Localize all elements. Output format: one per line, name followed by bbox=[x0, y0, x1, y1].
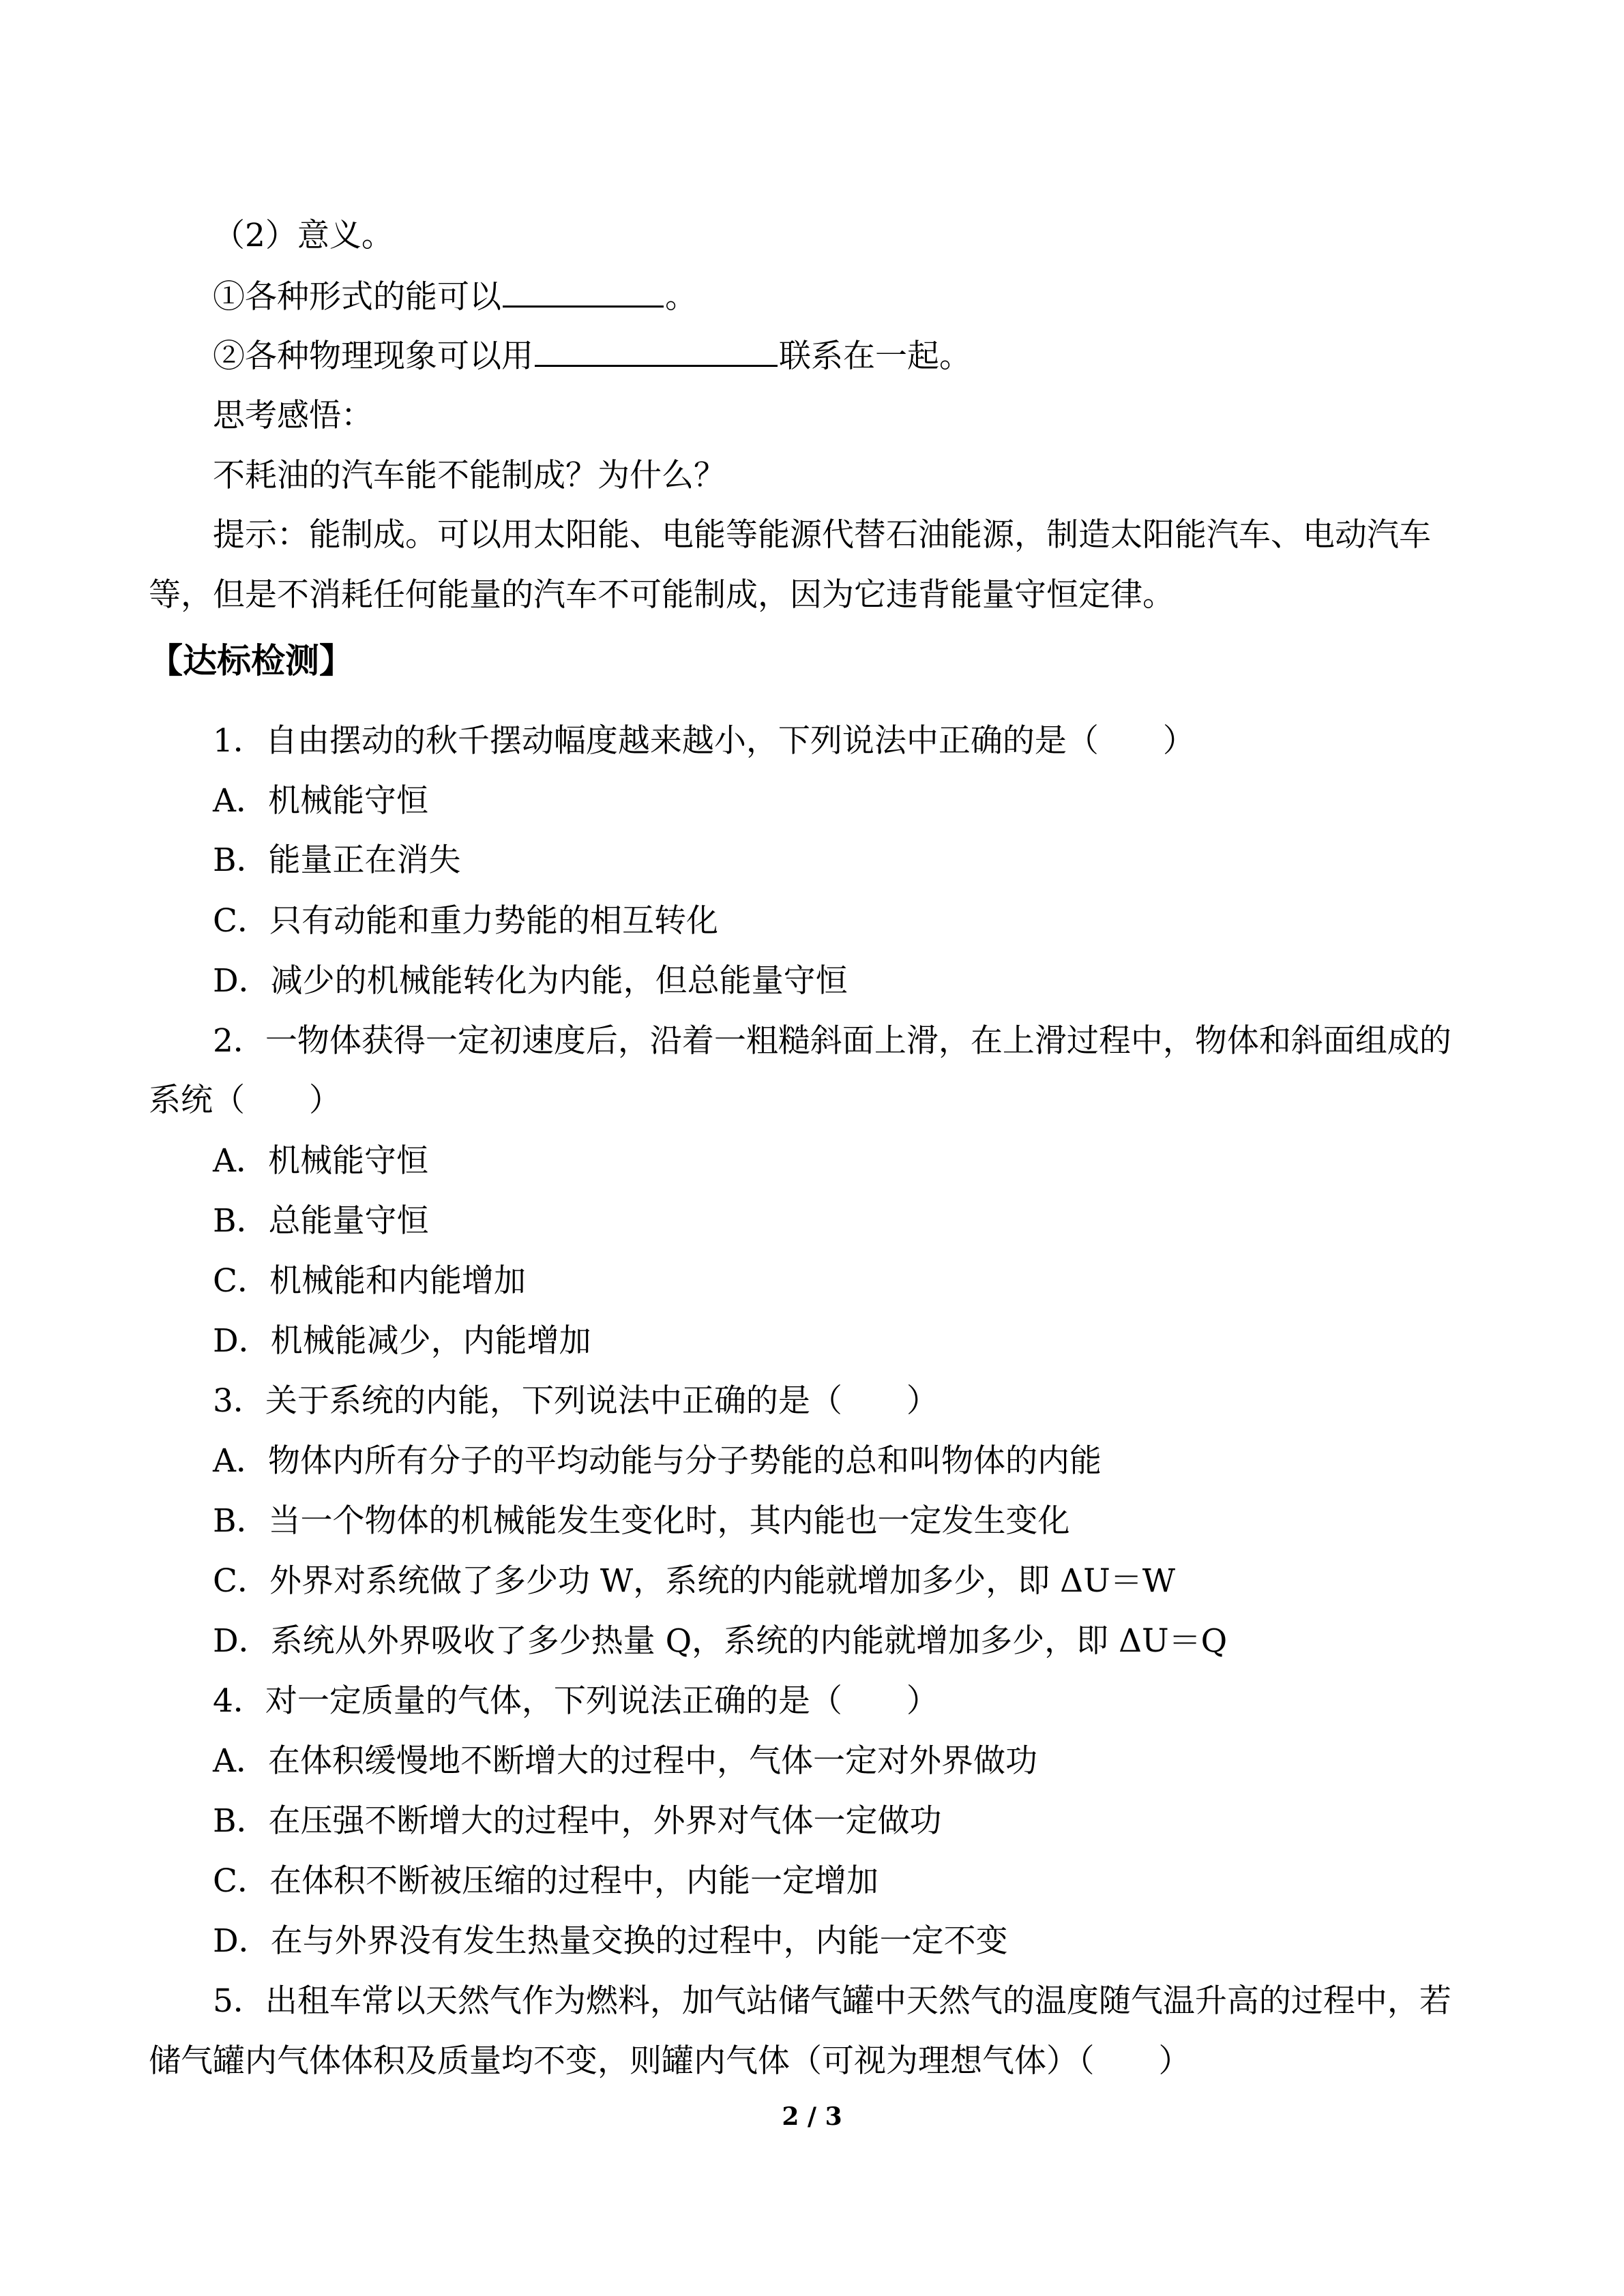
option: D．减少的机械能转化为内能，但总能量守恒 bbox=[213, 962, 848, 1000]
question-stem: 3．关于系统的内能，下列说法中正确的是（ ） bbox=[213, 1382, 939, 1420]
option: B．总能量守恒 bbox=[213, 1202, 429, 1240]
fill-in-item-2: ②各种物理现象可以用 联系在一起。 bbox=[213, 335, 971, 377]
option: B．能量正在消失 bbox=[213, 841, 461, 879]
option: A．机械能守恒 bbox=[213, 1142, 428, 1180]
hint-line-2: 等，但是不消耗任何能量的汽车不可能制成，因为它违背能量守恒定律。 bbox=[149, 576, 1175, 614]
option: A．物体内所有分子的平均动能与分子势能的总和叫物体的内能 bbox=[213, 1442, 1102, 1480]
question-stem: 5．出租车常以天然气作为燃料，加气站储气罐中天然气的温度随气温升高的过程中，若 bbox=[213, 1982, 1451, 2020]
option: D．机械能减少，内能增加 bbox=[213, 1322, 591, 1360]
question-stem: 4．对一定质量的气体，下列说法正确的是（ ） bbox=[213, 1682, 939, 1720]
option: A．机械能守恒 bbox=[213, 782, 428, 820]
question-stem-continued: 储气罐内气体体积及质量均不变，则罐内气体（可视为理想气体）（ ） bbox=[149, 2042, 1191, 2080]
option: C．只有动能和重力势能的相互转化 bbox=[213, 902, 718, 940]
answer-blank-2[interactable] bbox=[535, 335, 778, 367]
question-stem-continued: 系统（ ） bbox=[149, 1082, 341, 1119]
option: B．在压强不断增大的过程中，外界对气体一定做功 bbox=[213, 1802, 942, 1840]
hint-line-1: 提示：能制成。可以用太阳能、电能等能源代替石油能源，制造太阳能汽车、电动汽车 bbox=[213, 516, 1431, 554]
page-number: 2 / 3 bbox=[782, 2102, 842, 2131]
option: D．系统从外界吸收了多少热量 Q，系统的内能就增加多少，即 ΔU＝Q bbox=[213, 1622, 1228, 1660]
fill-in-item-1: ①各种形式的能可以 。 bbox=[213, 275, 697, 318]
section-heading: 【达标检测】 bbox=[149, 641, 353, 681]
option: C．在体积不断被压缩的过程中，内能一定增加 bbox=[213, 1862, 879, 1900]
option: B．当一个物体的机械能发生变化时，其内能也一定发生变化 bbox=[213, 1502, 1070, 1540]
option: A．在体积缓慢地不断增大的过程中，气体一定对外界做功 bbox=[213, 1742, 1037, 1780]
think-question: 不耗油的汽车能不能制成？为什么？ bbox=[213, 457, 726, 494]
question-stem: 1．自由摆动的秋千摆动幅度越来越小，下列说法中正确的是（ ） bbox=[213, 722, 1195, 760]
question-stem: 2．一物体获得一定初速度后，沿着一粗糙斜面上滑，在上滑过程中，物体和斜面组成的 bbox=[213, 1022, 1451, 1060]
answer-blank-1[interactable] bbox=[503, 275, 664, 308]
option: C．外界对系统做了多少功 W，系统的内能就增加多少，即 ΔU＝W bbox=[213, 1562, 1176, 1600]
section-title: （2）意义。 bbox=[213, 217, 394, 254]
think-label: 思考感悟： bbox=[213, 397, 373, 434]
option: C．机械能和内能增加 bbox=[213, 1262, 526, 1300]
option: D．在与外界没有发生热量交换的过程中，内能一定不变 bbox=[213, 1922, 1008, 1960]
